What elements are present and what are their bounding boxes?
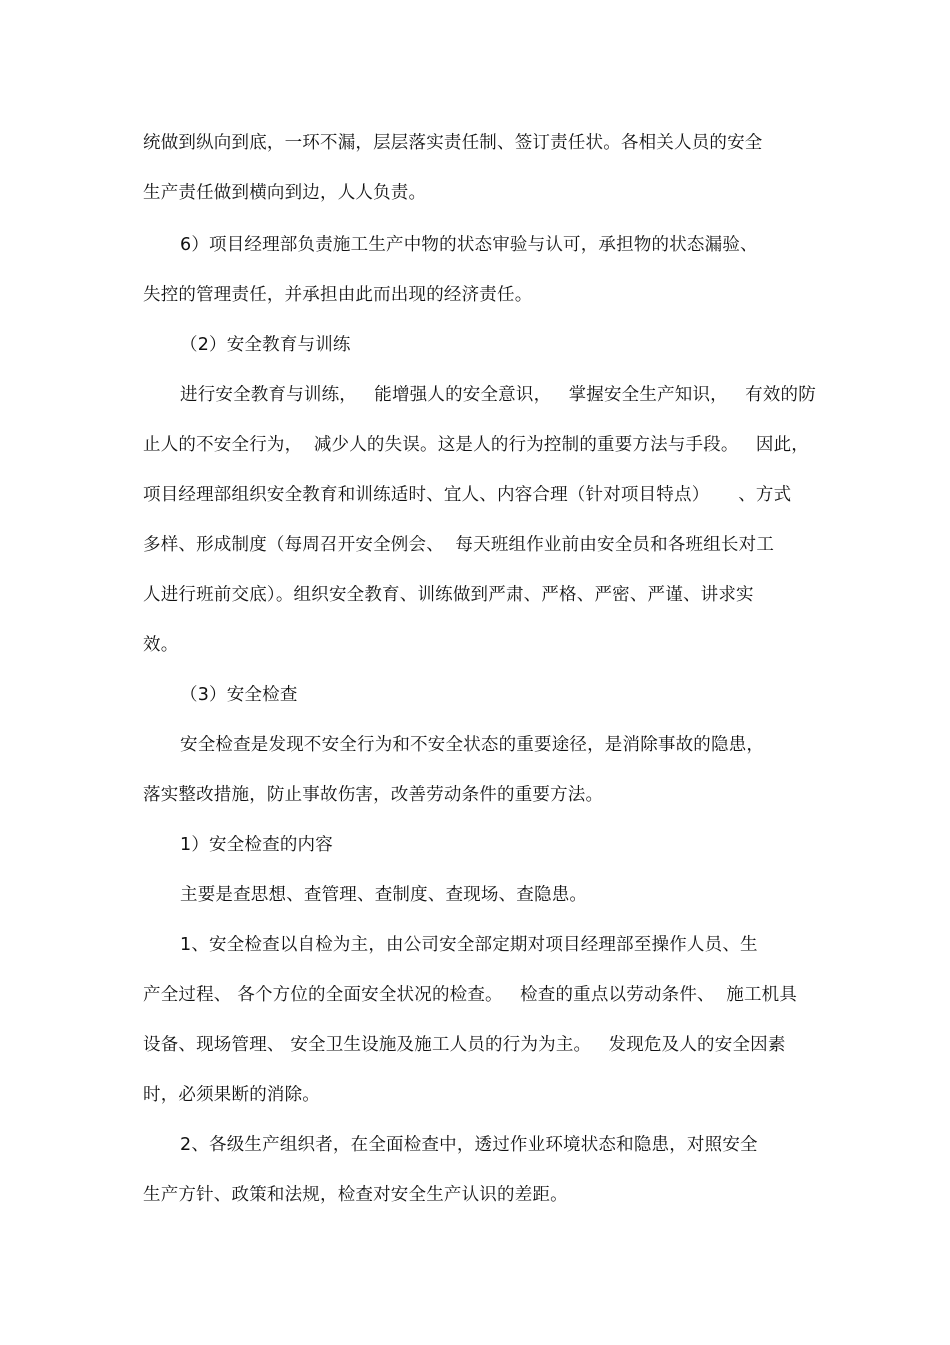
paragraph-line: 进行安全教育与训练， 能增强人的安全意识， 掌握安全生产知识， 有效的防: [180, 385, 816, 405]
paragraph-line: 主要是查思想、查管理、查制度、查现场、查隐患。: [180, 885, 588, 905]
paragraph-line: 止人的不安全行为， 减少人的失误。这是人的行为控制的重要方法与手段。 因此，: [143, 435, 810, 455]
paragraph-line: 1、安全检查以自检为主，由公司安全部定期对项目经理部至操作人员、生: [180, 935, 758, 955]
paragraph-line: 项目经理部组织安全教育和训练适时、宜人、内容合理（针对项目特点） 、方式: [143, 485, 792, 505]
paragraph-line: 人进行班前交底）。组织安全教育、训练做到严肃、严格、严密、严谨、讲求实: [143, 585, 754, 605]
paragraph-line: 6）项目经理部负责施工生产中物的状态审验与认可，承担物的状态漏验、: [180, 235, 758, 255]
paragraph-line: 产全过程、 各个方位的全面安全状况的检查。 检查的重点以劳动条件、 施工机具: [143, 985, 798, 1005]
paragraph-line: 落实整改措施，防止事故伤害，改善劳动条件的重要方法。: [143, 785, 604, 805]
section-heading: （3）安全检查: [180, 685, 298, 705]
paragraph-line: 生产责任做到横向到边，人人负责。: [143, 183, 427, 203]
paragraph-line: 多样、形成制度（每周召开安全例会、 每天班组作业前由安全员和各班组长对工: [143, 535, 775, 555]
paragraph-line: 2、各级生产组织者，在全面检查中，透过作业环境状态和隐患，对照安全: [180, 1135, 758, 1155]
section-heading: （2）安全教育与训练: [180, 335, 351, 355]
paragraph-line: 效。: [143, 635, 179, 655]
paragraph-line: 时，必须果断的消除。: [143, 1085, 320, 1105]
paragraph-line: 生产方针、政策和法规，检查对安全生产认识的差距。: [143, 1185, 568, 1205]
paragraph-line: 失控的管理责任，并承担由此而出现的经济责任。: [143, 285, 533, 305]
paragraph-line: 统做到纵向到底，一环不漏，层层落实责任制、签订责任状。各相关人员的安全: [143, 133, 763, 153]
paragraph-line: 安全检查是发现不安全行为和不安全状态的重要途径，是消除事故的隐患，: [180, 735, 765, 755]
paragraph-line: 设备、现场管理、 安全卫生设施及施工人员的行为为主。 发现危及人的安全因素: [143, 1035, 786, 1055]
subsection-heading: 1）安全检查的内容: [180, 835, 333, 855]
